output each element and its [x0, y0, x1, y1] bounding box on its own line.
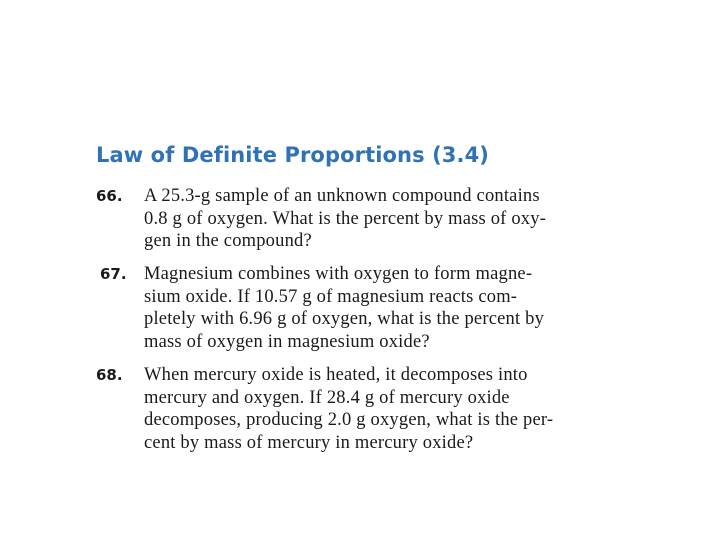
problem-line: cent by mass of mercury in mercury oxide? [144, 432, 474, 453]
problem-number: 66. [96, 187, 123, 205]
problem-line: When mercury oxide is heated, it decomposes into [144, 365, 528, 385]
problem-line: mercury and oxygen. If 28.4 g of mercury oxide [144, 387, 510, 408]
problem-line: gen in the compound? [144, 231, 312, 251]
problem-line: mass of oxygen in magnesium oxide? [144, 331, 430, 352]
problem-line: decomposes, producing 2.0 g oxygen, what is the per- [144, 410, 554, 430]
problem-line: 0.8 g of oxygen. What is the percent by mass of oxy- [144, 208, 547, 229]
problem-number: 67. [100, 265, 127, 283]
section-heading: Law of Definite Proportions (3.4) [96, 143, 489, 167]
problem-line: A 25.3-g sample of an unknown compound contains [144, 186, 540, 206]
problem-number: 68. [96, 366, 123, 384]
problem-text [144, 364, 553, 454]
problem-text [144, 263, 544, 353]
problem-text [144, 185, 546, 253]
problem-line: pletely with 6.96 g of oxygen, what is the percent by [144, 309, 545, 329]
problem-line: sium oxide. If 10.57 g of magnesium reacts com- [144, 286, 518, 307]
problem-line: Magnesium combines with oxygen to form magne- [144, 264, 533, 284]
